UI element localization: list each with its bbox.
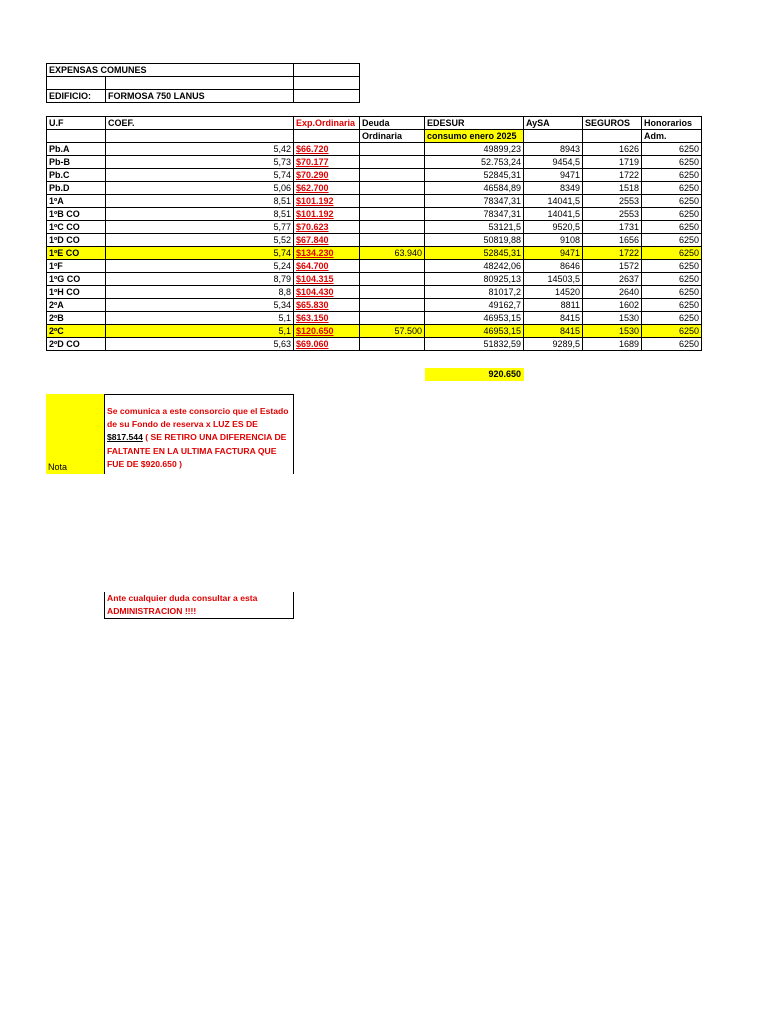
row-coef: 5,1	[106, 312, 294, 325]
row-honorarios: 6250	[642, 312, 702, 325]
row-exp-ordinaria: $101.192	[294, 195, 360, 208]
col-edesur-subheader: consumo enero 2025	[425, 130, 524, 143]
row-seguros: 1530	[583, 325, 642, 338]
row-edesur: 53121,5	[425, 221, 524, 234]
header-empty-cell	[47, 77, 106, 90]
row-coef: 5,24	[106, 260, 294, 273]
row-seguros: 1530	[583, 312, 642, 325]
expensas-title: EXPENSAS COMUNES	[47, 64, 294, 77]
row-exp-ordinaria: $65.830	[294, 299, 360, 312]
row-coef: 8,8	[106, 286, 294, 299]
row-seguros: 1572	[583, 260, 642, 273]
row-edesur: 52.753,24	[425, 156, 524, 169]
row-deuda	[360, 260, 425, 273]
row-aysa: 14520	[524, 286, 583, 299]
row-aysa: 8415	[524, 312, 583, 325]
header-empty-cell	[583, 130, 642, 143]
row-deuda	[360, 338, 425, 351]
table-row	[47, 325, 702, 338]
row-deuda	[360, 169, 425, 182]
row-exp-ordinaria: $70.290	[294, 169, 360, 182]
row-deuda: 57.500	[360, 325, 425, 338]
row-coef: 5,1	[106, 325, 294, 338]
col-deuda-header: Deuda	[360, 117, 425, 130]
header-table	[46, 63, 360, 103]
row-coef: 5,77	[106, 221, 294, 234]
row-exp-ordinaria: $70.623	[294, 221, 360, 234]
row-uf: 1ºF	[47, 260, 106, 273]
row-aysa: 14041,5	[524, 195, 583, 208]
row-seguros: 1719	[583, 156, 642, 169]
row-deuda	[360, 182, 425, 195]
col-uf-header: U.F	[47, 117, 106, 130]
col-deuda-subheader: Ordinaria	[360, 130, 425, 143]
row-seguros: 2637	[583, 273, 642, 286]
row-uf: Pb.A	[47, 143, 106, 156]
table-row	[47, 338, 702, 351]
row-exp-ordinaria: $101.192	[294, 208, 360, 221]
row-edesur: 81017,2	[425, 286, 524, 299]
row-uf: 1ºC CO	[47, 221, 106, 234]
row-honorarios: 6250	[642, 260, 702, 273]
row-edesur: 46584,89	[425, 182, 524, 195]
edesur-total: 920.650	[425, 368, 524, 381]
row-aysa: 9108	[524, 234, 583, 247]
row-aysa: 14503,5	[524, 273, 583, 286]
row-aysa: 8646	[524, 260, 583, 273]
row-edesur: 48242,06	[425, 260, 524, 273]
table-row	[47, 143, 702, 156]
row-exp-ordinaria: $120.650	[294, 325, 360, 338]
row-seguros: 2553	[583, 195, 642, 208]
row-deuda	[360, 286, 425, 299]
row-uf: Pb-B	[47, 156, 106, 169]
row-honorarios: 6250	[642, 325, 702, 338]
row-seguros: 1518	[583, 182, 642, 195]
table-row	[47, 273, 702, 286]
row-exp-ordinaria: $104.430	[294, 286, 360, 299]
row-edesur: 80925,13	[425, 273, 524, 286]
row-coef: 5,74	[106, 169, 294, 182]
row-deuda	[360, 312, 425, 325]
nota-label-cell	[46, 394, 104, 474]
col-aysa-header: AySA	[524, 117, 583, 130]
header-empty-cell	[524, 130, 583, 143]
row-honorarios: 6250	[642, 338, 702, 351]
row-deuda: 63.940	[360, 247, 425, 260]
header-row-1	[47, 117, 702, 130]
header-row-2	[47, 130, 702, 143]
row-coef: 5,63	[106, 338, 294, 351]
row-coef: 8,79	[106, 273, 294, 286]
row-exp-ordinaria: $63.150	[294, 312, 360, 325]
row-exp-ordinaria: $69.060	[294, 338, 360, 351]
row-uf: 2ºC	[47, 325, 106, 338]
row-aysa: 8943	[524, 143, 583, 156]
row-edesur: 46953,15	[425, 312, 524, 325]
row-coef: 5,34	[106, 299, 294, 312]
table-row	[47, 234, 702, 247]
row-seguros: 1656	[583, 234, 642, 247]
header-empty-cell	[106, 77, 294, 90]
col-honorarios-header: Honorarios	[642, 117, 702, 130]
row-uf: 2ºA	[47, 299, 106, 312]
row-deuda	[360, 143, 425, 156]
row-aysa: 8415	[524, 325, 583, 338]
row-deuda	[360, 299, 425, 312]
header-empty-cell	[106, 130, 294, 143]
row-deuda	[360, 156, 425, 169]
col-coef-header: COEF.	[106, 117, 294, 130]
table-row	[47, 247, 702, 260]
row-honorarios: 6250	[642, 195, 702, 208]
row-aysa: 9471	[524, 169, 583, 182]
table-row	[47, 286, 702, 299]
nota-text-before: Se comunica a este consorcio que el Estado de su Fondo de reserva x LUZ ES DE	[107, 406, 289, 430]
edificio-value: FORMOSA 750 LANUS	[106, 90, 294, 103]
row-uf: 1ºB CO	[47, 208, 106, 221]
nota-label: Nota	[48, 462, 68, 472]
row-edesur: 52845,31	[425, 247, 524, 260]
table-row	[47, 182, 702, 195]
row-exp-ordinaria: $64.700	[294, 260, 360, 273]
row-uf: 1ºA	[47, 195, 106, 208]
row-exp-ordinaria: $66.720	[294, 143, 360, 156]
row-edesur: 49899,23	[425, 143, 524, 156]
row-edesur: 51832,59	[425, 338, 524, 351]
row-honorarios: 6250	[642, 234, 702, 247]
row-honorarios: 6250	[642, 286, 702, 299]
row-seguros: 1722	[583, 169, 642, 182]
row-coef: 5,73	[106, 156, 294, 169]
expensas-table	[46, 116, 702, 351]
col-exp-header: Exp.Ordinaria	[294, 117, 360, 130]
row-coef: 5,74	[106, 247, 294, 260]
row-aysa: 8811	[524, 299, 583, 312]
row-seguros: 1689	[583, 338, 642, 351]
row-honorarios: 6250	[642, 208, 702, 221]
table-row	[47, 312, 702, 325]
row-honorarios: 6250	[642, 169, 702, 182]
consulta-text: Ante cualquier duda consultar a esta ADMINISTRACION !!!!	[104, 592, 294, 619]
row-honorarios: 6250	[642, 143, 702, 156]
row-edesur: 50819,88	[425, 234, 524, 247]
table-row	[47, 169, 702, 182]
row-honorarios: 6250	[642, 182, 702, 195]
row-coef: 5,52	[106, 234, 294, 247]
row-honorarios: 6250	[642, 273, 702, 286]
row-aysa: 9520,5	[524, 221, 583, 234]
row-exp-ordinaria: $67.840	[294, 234, 360, 247]
row-seguros: 2640	[583, 286, 642, 299]
row-coef: 8,51	[106, 195, 294, 208]
nota-text	[104, 394, 294, 474]
table-row	[47, 156, 702, 169]
row-seguros: 1731	[583, 221, 642, 234]
table-row	[47, 221, 702, 234]
col-edesur-header: EDESUR	[425, 117, 524, 130]
row-seguros: 1626	[583, 143, 642, 156]
row-seguros: 1602	[583, 299, 642, 312]
row-exp-ordinaria: $70.177	[294, 156, 360, 169]
row-exp-ordinaria: $134.230	[294, 247, 360, 260]
row-exp-ordinaria: $62.700	[294, 182, 360, 195]
row-deuda	[360, 221, 425, 234]
row-coef: 5,06	[106, 182, 294, 195]
row-uf: 2ºB	[47, 312, 106, 325]
row-edesur: 49162,7	[425, 299, 524, 312]
row-aysa: 9289,5	[524, 338, 583, 351]
row-coef: 5,42	[106, 143, 294, 156]
row-aysa: 14041,5	[524, 208, 583, 221]
row-seguros: 2553	[583, 208, 642, 221]
row-aysa: 8349	[524, 182, 583, 195]
edificio-label: EDIFICIO:	[47, 90, 106, 103]
table-row	[47, 260, 702, 273]
row-deuda	[360, 273, 425, 286]
row-seguros: 1722	[583, 247, 642, 260]
header-empty-cell	[294, 90, 360, 103]
row-coef: 8,51	[106, 208, 294, 221]
row-edesur: 78347,31	[425, 195, 524, 208]
header-empty-cell	[294, 64, 360, 77]
row-uf: Pb.C	[47, 169, 106, 182]
header-empty-cell	[47, 130, 106, 143]
table-row	[47, 208, 702, 221]
table-row	[47, 195, 702, 208]
row-uf: Pb.D	[47, 182, 106, 195]
row-honorarios: 6250	[642, 221, 702, 234]
row-aysa: 9471	[524, 247, 583, 260]
row-exp-ordinaria: $104.315	[294, 273, 360, 286]
row-deuda	[360, 208, 425, 221]
row-honorarios: 6250	[642, 156, 702, 169]
nota-amount: $817.544	[107, 432, 143, 443]
row-uf: 1ºD CO	[47, 234, 106, 247]
row-honorarios: 6250	[642, 247, 702, 260]
row-uf: 1ºG CO	[47, 273, 106, 286]
row-aysa: 9454,5	[524, 156, 583, 169]
row-deuda	[360, 234, 425, 247]
row-edesur: 78347,31	[425, 208, 524, 221]
row-uf: 1ºH CO	[47, 286, 106, 299]
header-empty-cell	[294, 130, 360, 143]
row-honorarios: 6250	[642, 299, 702, 312]
row-uf: 2ºD CO	[47, 338, 106, 351]
table-row	[47, 299, 702, 312]
nota-text-after: ( SE RETIRO UNA DIFERENCIA DE FALTANTE EN LA ULTIMA FACTURA QUE FUE DE $920.650 )	[107, 432, 287, 469]
row-deuda	[360, 195, 425, 208]
col-honorarios-subheader: Adm.	[642, 130, 702, 143]
col-seguros-header: SEGUROS	[583, 117, 642, 130]
row-edesur: 46953,15	[425, 325, 524, 338]
row-uf: 1ºE CO	[47, 247, 106, 260]
row-edesur: 52845,31	[425, 169, 524, 182]
header-empty-cell	[294, 77, 360, 90]
